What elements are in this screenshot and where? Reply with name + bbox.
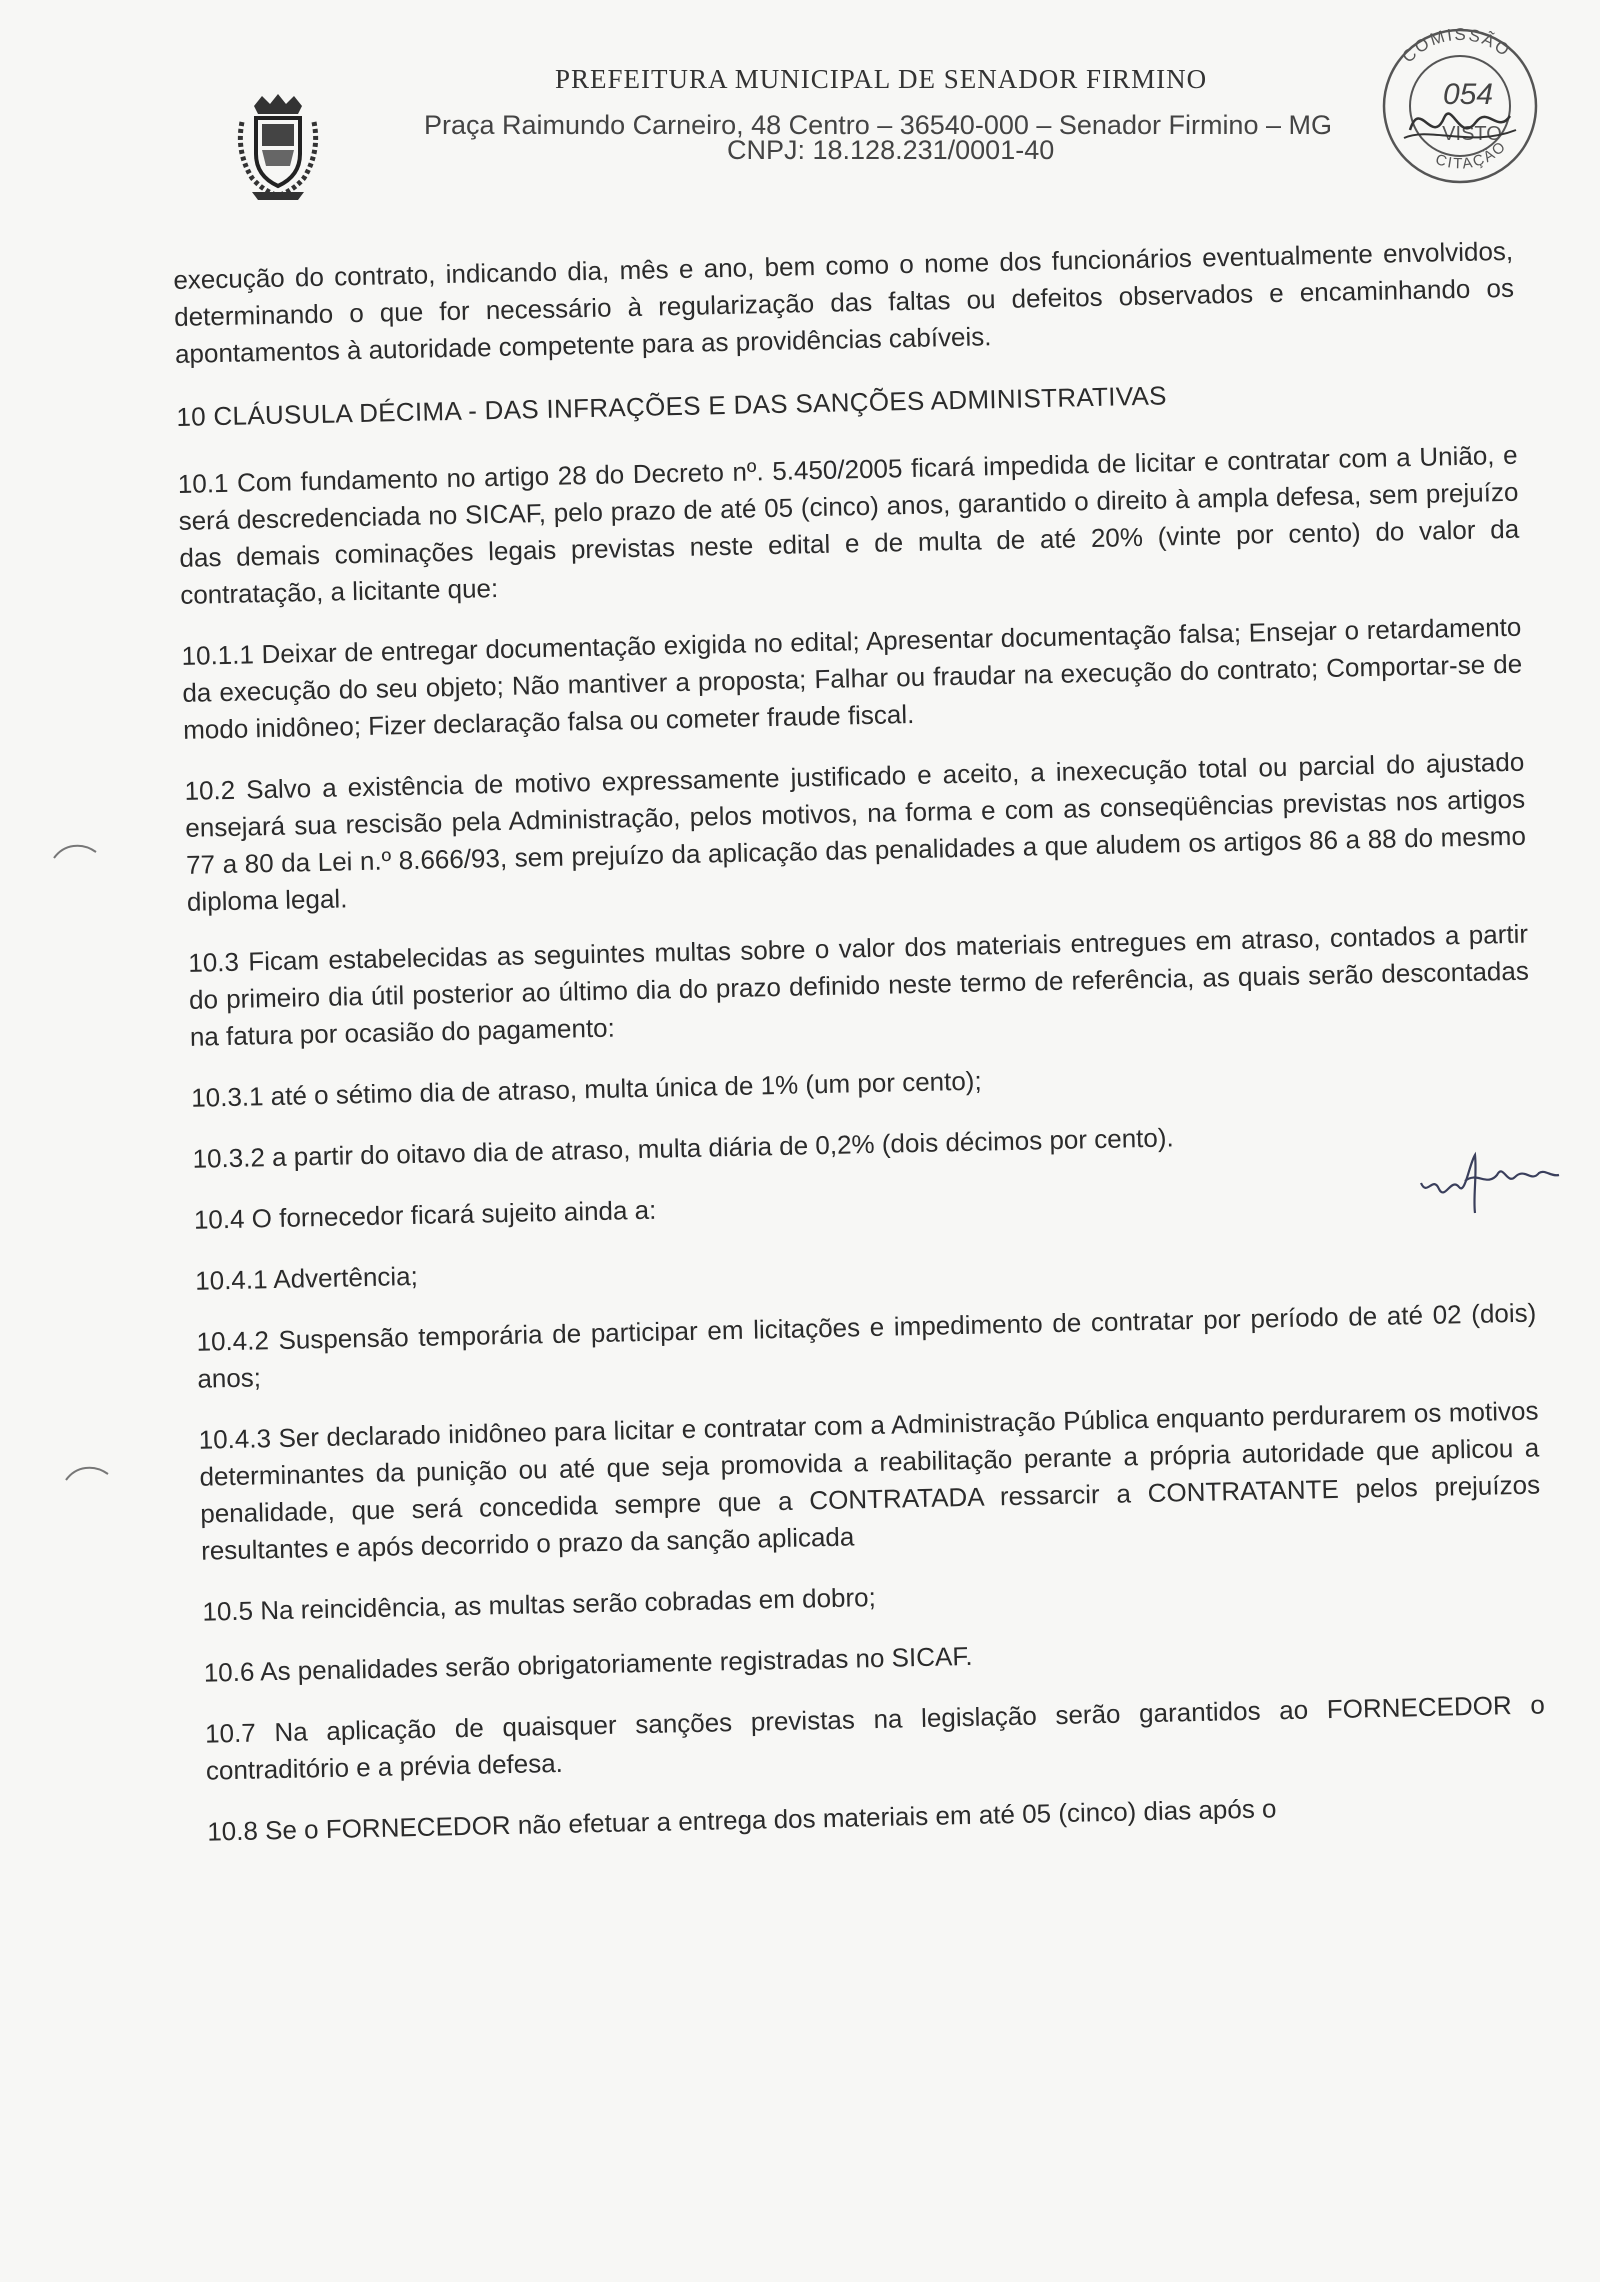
document-body — [173, 233, 1548, 1867]
paragraph-10-2: 10.2 Salvo a existência de motivo expressamente justificado e aceito, a inexecução total ou parcial do ajustado ensejará sua rescisão pela Administração, pelos motivos, na forma e com as conseqüências previstas nos artigos 77 a 80 da Lei n.º 8.666/93, sem prejuízo da aplicação das penalidades a que aludem os artigos 86 a 88 do mesmo diploma legal. — [184, 746, 1527, 917]
paragraph-10-5: 10.5 Na reincidência, as multas serão cobradas em dobro; — [202, 1581, 877, 1627]
commission-stamp — [1360, 18, 1550, 188]
margin-punch-mark — [52, 840, 98, 860]
stamp-visto: VISTO — [1442, 123, 1502, 145]
paragraph-10-3-1: 10.3.1 até o sétimo dia de atraso, multa única de 1% (um por cento); — [190, 1065, 982, 1113]
paragraph-10-1: 10.1 Com fundamento no artigo 28 do Decreto nº. 5.450/2005 ficará impedida de licitar e contratar com a União, e será descredenciada no SICAF, pelo prazo de até 05 (cinco) anos, garantido o direito à ampla defesa, sem prejuízo das demais cominações legais previstas neste edital e de multa de até 20% (vinte por cento) do valor da contratação, a licitante que: — [177, 439, 1520, 610]
paragraph-10-7: 10.7 Na aplicação de quaisquer sanções previstas na legislação serão garantidos ao FORNECEDOR o contraditório e a prévia defesa. — [204, 1689, 1546, 1786]
stamp-top-text: COMISSÃO — [1398, 24, 1515, 67]
paragraph-intro: execução do contrato, indicando dia, mês e ano, bem como o nome dos funcionários eventualmente envolvidos, determinando o que for necessário à regularização das faltas ou defeitos observados e encaminhando os apontamentos à autoridade competente para as providências cabíveis. — [173, 235, 1515, 369]
stamp-bottom-text: CITAÇÃO — [1433, 137, 1511, 173]
letterhead — [0, 0, 1600, 230]
paragraph-10-4: 10.4 O fornecedor ficará sujeito ainda a: — [193, 1194, 657, 1235]
paragraph-10-6: 10.6 As penalidades serão obrigatoriamente registradas no SICAF. — [203, 1640, 973, 1688]
svg-text:COMISSÃO — [1398, 25, 1514, 67]
section-heading: 10 CLÁUSULA DÉCIMA - DAS INFRAÇÕES E DAS SANÇÕES ADMINISTRATIVAS — [176, 380, 1168, 432]
initials-signature — [1415, 1125, 1565, 1215]
municipality-cnpj: CNPJ: 18.128.231/0001-40 — [727, 135, 1055, 165]
paragraph-10-8: 10.8 Se o FORNECEDOR não efetuar a entrega dos materiais em até 05 (cinco) dias após o — [206, 1793, 1277, 1847]
municipality-address: Praça Raimundo Carneiro, 48 Centro – 36540-000 – Senador Firmino – MG — [424, 110, 1332, 140]
coat-of-arms-icon — [232, 92, 324, 202]
paragraph-10-3: 10.3 Ficam estabelecidas as seguintes multas sobre o valor dos materiais entregues em atraso, contados a partir do primeiro dia útil posterior ao último dia do prazo definido neste termo de referência, as quais serão descontadas na fatura por ocasião do pagamento: — [187, 918, 1530, 1052]
paragraph-10-1-1: 10.1.1 Deixar de entregar documentação exigida no edital; Apresentar documentação falsa; Ensejar o retardamento da execução do seu objeto; Não mantiver a proposta; Falhar ou fraudar na execução do contrato; Comportar-se de modo inidôneo; Fizer declaração falsa ou cometer fraude fiscal. — [181, 611, 1523, 745]
paragraph-10-3-2: 10.3.2 a partir do oitavo dia de atraso, multa diária de 0,2% (dois décimos por cento). — [192, 1122, 1174, 1174]
paragraph-10-4-3: 10.4.3 Ser declarado inidôneo para licitar e contratar com a Administração Pública enquanto perdurarem os motivos determinantes da punição ou até que seja promovida a reabilitação perante a própria autoridade que aplicou a penalidade, que será concedida sempre que a CONTRATADA ressarcir a CONTRATANTE pelos prejuízos resultantes e após decorrido o prazo da sanção aplicada — [198, 1395, 1541, 1566]
stamp-number: 054 — [1442, 78, 1494, 111]
margin-punch-mark — [64, 1462, 110, 1482]
paragraph-10-4-1: 10.4.1 Advertência; — [194, 1260, 419, 1296]
paragraph-10-4-2: 10.4.2 Suspensão temporária de participar em licitações e impedimento de contratar por período de até 02 (dois) anos; — [196, 1297, 1537, 1394]
municipality-name: PREFEITURA MUNICIPAL DE SENADOR FIRMINO — [555, 64, 1208, 94]
